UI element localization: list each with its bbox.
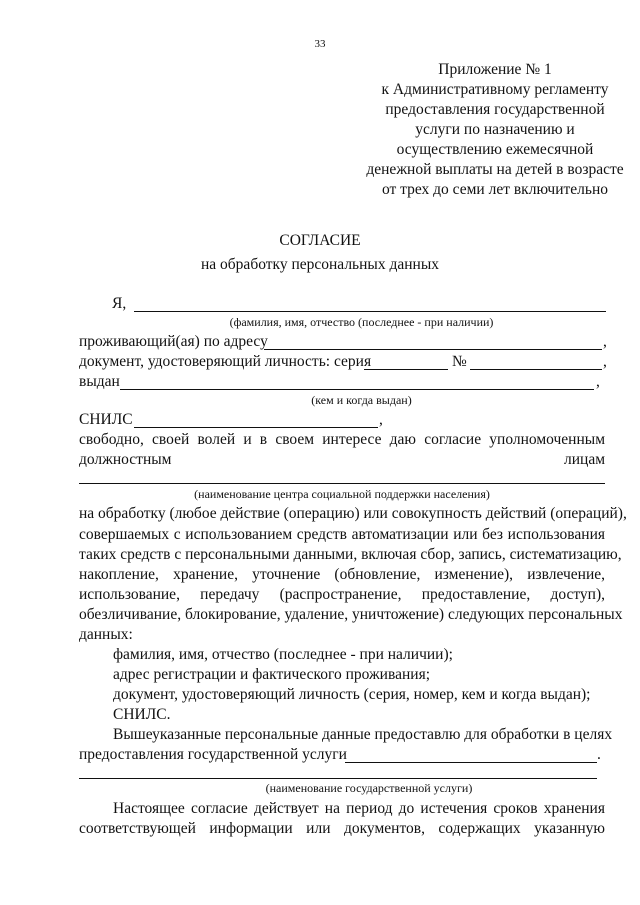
service-name-field-2[interactable] (79, 778, 597, 779)
comma: , (603, 333, 607, 350)
address-label: проживающий(ая) по адресу (79, 333, 268, 350)
body-line: совершаемых с использованием средств автоматизации или без использования (79, 526, 605, 543)
snils-field[interactable] (134, 427, 378, 428)
appendix-line: предоставления государственной (385, 101, 605, 118)
data-item: адрес регистрации и фактического проживания; (113, 666, 431, 683)
number-label: № (452, 353, 467, 370)
fio-caption: (фамилия, имя, отчество (последнее - при наличии) (229, 315, 494, 329)
consent-line-right: лицам (564, 451, 606, 468)
purpose-line: предоставления государственной услуги (79, 746, 347, 763)
i-label: Я, (112, 295, 127, 312)
body-line: таких средств с персональными данными, включая сбор, запись, систематизацию, (79, 546, 622, 563)
comma: , (603, 353, 607, 370)
document-title: СОГЛАСИЕ (279, 232, 361, 249)
validity-line: Настоящее согласие действует на период до истечения сроков хранения (113, 800, 605, 817)
appendix-line: от трех до семи лет включительно (381, 181, 609, 198)
body-line: на обработку (любое действие (операцию) или совокупность действий (операций), (79, 505, 627, 522)
service-caption: (наименование государственной услуги) (265, 781, 473, 795)
appendix-line: осуществлению ежемесячной (396, 141, 594, 158)
issued-label: выдан (79, 373, 120, 390)
appendix-line: денежной выплаты на детей в возрасте (366, 161, 624, 178)
consent-line: свободно, своей волей и в своем интересе даю согласие уполномоченным (79, 431, 605, 448)
body-line: накопление, хранение, уточнение (обновление, изменение), извлечение, (79, 566, 605, 583)
body-line: обезличивание, блокирование, удаление, уничтожение) следующих персональных (79, 606, 623, 623)
address-field[interactable] (264, 349, 602, 350)
comma: , (379, 411, 383, 428)
body-line: данных: (79, 626, 133, 643)
appendix-line: услуги по назначению и (415, 121, 575, 138)
document-label: документ, удостоверяющий личность: серия (79, 353, 372, 370)
document-subtitle: на обработку персональных данных (201, 256, 439, 273)
issued-field[interactable] (120, 389, 594, 390)
document-series-field[interactable] (364, 369, 448, 370)
fio-field[interactable] (134, 311, 606, 312)
purpose-line: Вышеуказанные персональные данные предоставлю для обработки в целях (113, 726, 613, 743)
purpose-dot: . (597, 746, 601, 763)
issued-caption: (кем и когда выдан) (311, 393, 412, 407)
service-name-field[interactable] (345, 762, 597, 763)
social-center-field[interactable] (79, 483, 605, 484)
center-caption: (наименование центра социальной поддержки населения) (194, 487, 490, 501)
data-item: документ, удостоверяющий личность (серия, номер, кем и когда выдан); (113, 686, 591, 703)
appendix-line: к Административному регламенту (381, 81, 609, 98)
comma: , (596, 373, 600, 390)
data-item: фамилия, имя, отчество (последнее - при наличии); (113, 646, 453, 663)
document-number-field[interactable] (470, 369, 602, 370)
snils-label: СНИЛС (79, 411, 133, 428)
body-line: использование, передачу (распространение, предоставление, доступ), (79, 586, 605, 603)
data-item: СНИЛС. (113, 706, 171, 723)
appendix-header (345, 60, 640, 200)
page-number: 33 (314, 38, 326, 50)
validity-line: соответствующей информации или документов, содержащих указанную (79, 820, 605, 837)
consent-line-left: должностным (79, 451, 172, 468)
appendix-line: Приложение № 1 (438, 61, 552, 78)
